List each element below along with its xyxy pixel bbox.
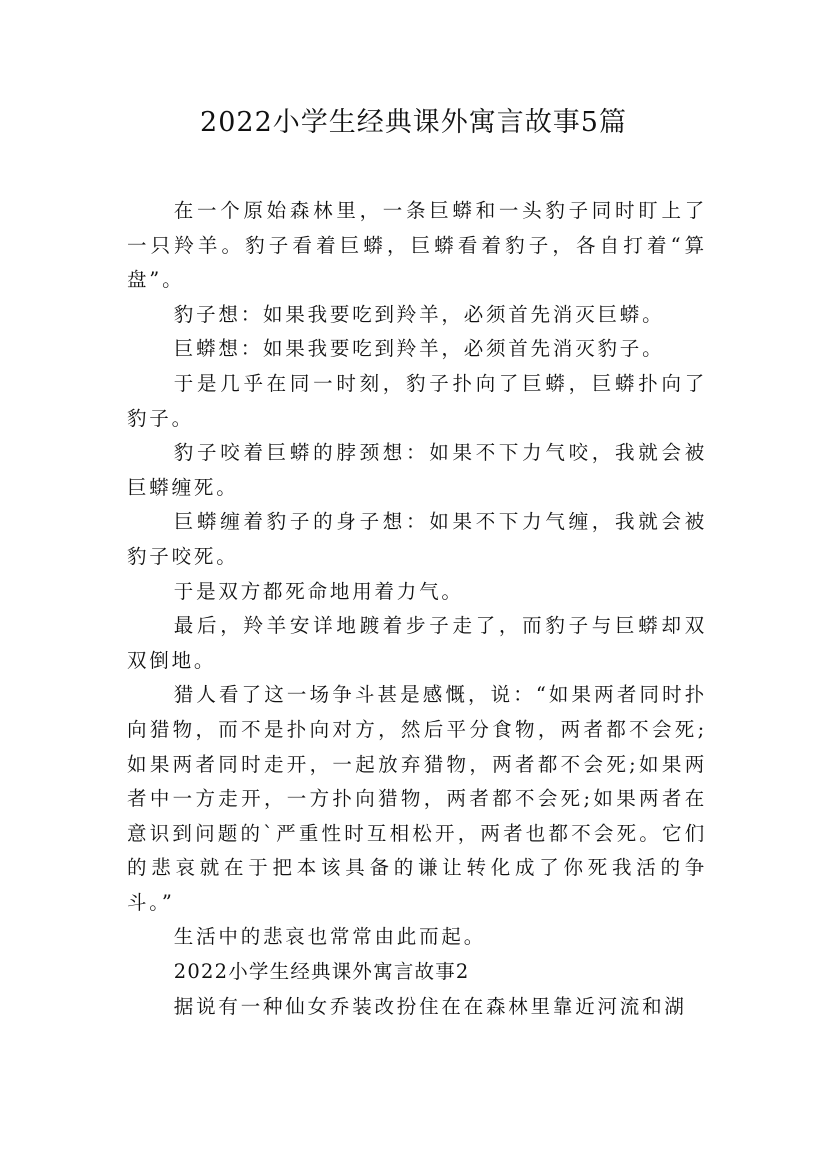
paragraph: 最后，羚羊安详地踱着步子走了，而豹子与巨蟒却双双倒地。 bbox=[127, 614, 707, 672]
paragraph: 在一个原始森林里，一条巨蟒和一头豹子同时盯上了一只羚羊。豹子看着巨蟒，巨蟒看着豹子，各自打着“算盘”。 bbox=[127, 199, 707, 292]
paragraph: 猎人看了这一场争斗甚是感慨，说：“如果两者同时扑向猎物，而不是扑向对方，然后平分食物，两者都不会死;如果两者同时走开，一起放弃猎物，两者都不会死;如果两者中一方走开，一方扑向猎物，两者都不会死;如果两者在意识到问题的`严重性时互相松开，两者也都不会死。它们的悲哀就在于把本该具备的谦让转化成了你死我活的争斗。” bbox=[127, 683, 707, 914]
paragraph: 巨蟒想：如果我要吃到羚羊，必须首先消灭豹子。 bbox=[173, 337, 665, 361]
document-body bbox=[127, 194, 707, 1024]
document-title: 2022小学生经典课外寓言故事5篇 bbox=[200, 107, 627, 138]
paragraph: 巨蟒缠着豹子的身子想：如果不下力气缠，我就会被豹子咬死。 bbox=[127, 510, 707, 568]
paragraph: 生活中的悲哀也常常由此而起。 bbox=[173, 925, 486, 949]
paragraph: 据说有一种仙女乔装改扮住在在森林里靠近河流和湖 bbox=[173, 994, 687, 1018]
paragraph: 豹子咬着巨蟒的脖颈想：如果不下力气咬，我就会被巨蟒缠死。 bbox=[127, 441, 707, 499]
section-heading: 2022小学生经典课外寓言故事2 bbox=[173, 960, 470, 984]
paragraph: 于是双方都死命地用着力气。 bbox=[173, 579, 464, 603]
paragraph: 豹子想：如果我要吃到羚羊，必须首先消灭巨蟒。 bbox=[173, 302, 665, 326]
paragraph: 于是几乎在同一时刻，豹子扑向了巨蟒，巨蟒扑向了豹子。 bbox=[127, 371, 707, 430]
